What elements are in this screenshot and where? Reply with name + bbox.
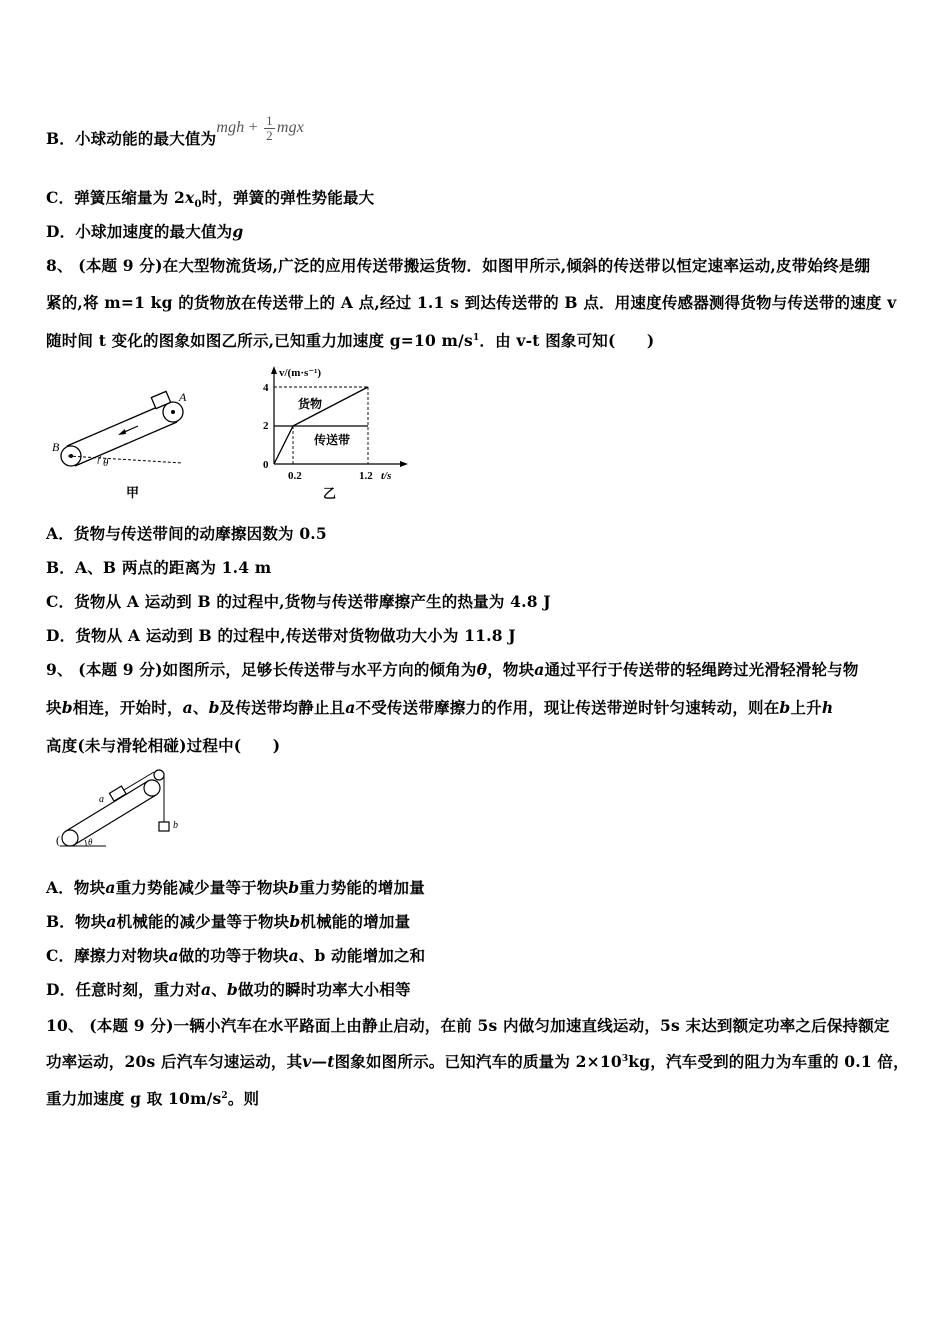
paren-mark: (	[56, 833, 60, 847]
q7-option-d: D．小球加速度的最大值为g	[46, 222, 244, 241]
y-tick-4: 4	[263, 382, 269, 394]
q9-stem-line3: 高度(未与滑轮相碰)过程中( )	[46, 736, 281, 755]
q10-stem-line3: 重力加速度 g 取 $10m/s^2$。则	[46, 1089, 260, 1108]
y-axis-label: v/(m·s⁻¹)	[279, 367, 322, 379]
figure-pulley-belt	[56, 764, 196, 854]
q9-option-d: D．任意时刻，重力对a、b做功的瞬时功率大小相等	[46, 980, 411, 999]
label-b: b	[173, 820, 178, 831]
q10-stem-line1: 10、 (本题 9 分)一辆小汽车在水平路面上由静止启动，在前 5s 内做匀加速直线运动，5s 末达到额定功率之后保持额定	[46, 1016, 890, 1035]
label-cargo: 货物	[298, 397, 323, 411]
q8-option-a: A．货物与传送带间的动摩擦因数为 0.5	[46, 524, 327, 543]
q9-option-b: B．物块a机械能的减少量等于物块b机械能的增加量	[46, 912, 411, 931]
label-theta: θ	[88, 837, 93, 847]
q9-option-c: C．摩擦力对物块a做的功等于物块a、b 动能增加之和	[46, 946, 426, 965]
y-tick-0: 0	[263, 459, 269, 471]
cargo-line-accel	[274, 426, 293, 464]
figure-caption-yi: 乙	[323, 486, 337, 501]
q8-stem-line1: 8、 (本题 9 分)在大型物流货场,广泛的应用传送带搬运货物．如图甲所示,倾斜的传送带以恒定速率运动,皮带始终是绷	[46, 256, 871, 275]
q8-stem-line3: 随时间 t 变化的图象如图乙所示,已知重力加速度 g=10 $m/s^1$．由 v-t 图象可知( )	[46, 331, 655, 350]
x-axis-label: t/s	[381, 470, 392, 482]
figure-caption-jia: 甲	[126, 485, 140, 500]
q9-stem-line2: 块b相连，开始时，a、b及传送带均静止且a不受传送带摩擦力的作用，现让传送带逆时针匀速转动，则在b上升h	[46, 698, 834, 717]
label-A: A	[179, 390, 187, 404]
label-theta: θ	[103, 457, 109, 469]
q9-option-a: A．物块a重力势能减少量等于物块b重力势能的增加量	[46, 878, 425, 897]
q10-stem-line2: 功率运动，20s 后汽车匀速运动，其v—t图象如图所示。已知汽车的质量为 $2\times 10^3kg$，汽车受到的阻力为车重的 0.1 倍，	[46, 1052, 909, 1071]
label-B: B	[52, 440, 60, 454]
y-tick-2: 2	[263, 420, 269, 432]
x-tick-1.2: 1.2	[359, 470, 373, 482]
figure-vt-graph	[258, 364, 418, 506]
q7-option-b: B．小球动能的最大值为mgh + $\frac{1}{2}$ mgx	[46, 113, 305, 149]
q8-option-c: C．货物从 A 运动到 B 的过程中,货物与传送带摩擦产生的热量为 4.8 J	[46, 592, 551, 611]
fraction: $\frac{1}{2}$	[266, 113, 273, 143]
q7-option-b-formula: mgh + $\frac{1}{2}$ mgx	[216, 113, 305, 143]
figure-conveyor-incline	[46, 384, 196, 504]
q8-option-d: D．货物从 A 运动到 B 的过程中,传送带对货物做功大小为 11.8 J	[46, 626, 516, 645]
label-belt: 传送带	[314, 433, 351, 447]
q7-option-c: C．弹簧压缩量为 $2x_0$时，弹簧的弹性势能最大	[46, 188, 375, 211]
q8-stem-line2: 紧的,将 m=1 kg 的货物放在传送带上的 A 点,经过 1.1 s 到达传送带的 B 点．用速度传感器测得货物与传送带的速度 v	[46, 293, 897, 312]
q9-stem-line1: 9、 (本题 9 分)如图所示，足够长传送带与水平方向的倾角为θ，物块a通过平行于传送带的轻绳跨过光滑轻滑轮与物	[46, 660, 859, 679]
label-a: a	[99, 794, 104, 805]
x-tick-0.2: 0.2	[288, 470, 302, 482]
q8-option-b: B．A、B 两点的距离为 1.4 m	[46, 558, 272, 577]
